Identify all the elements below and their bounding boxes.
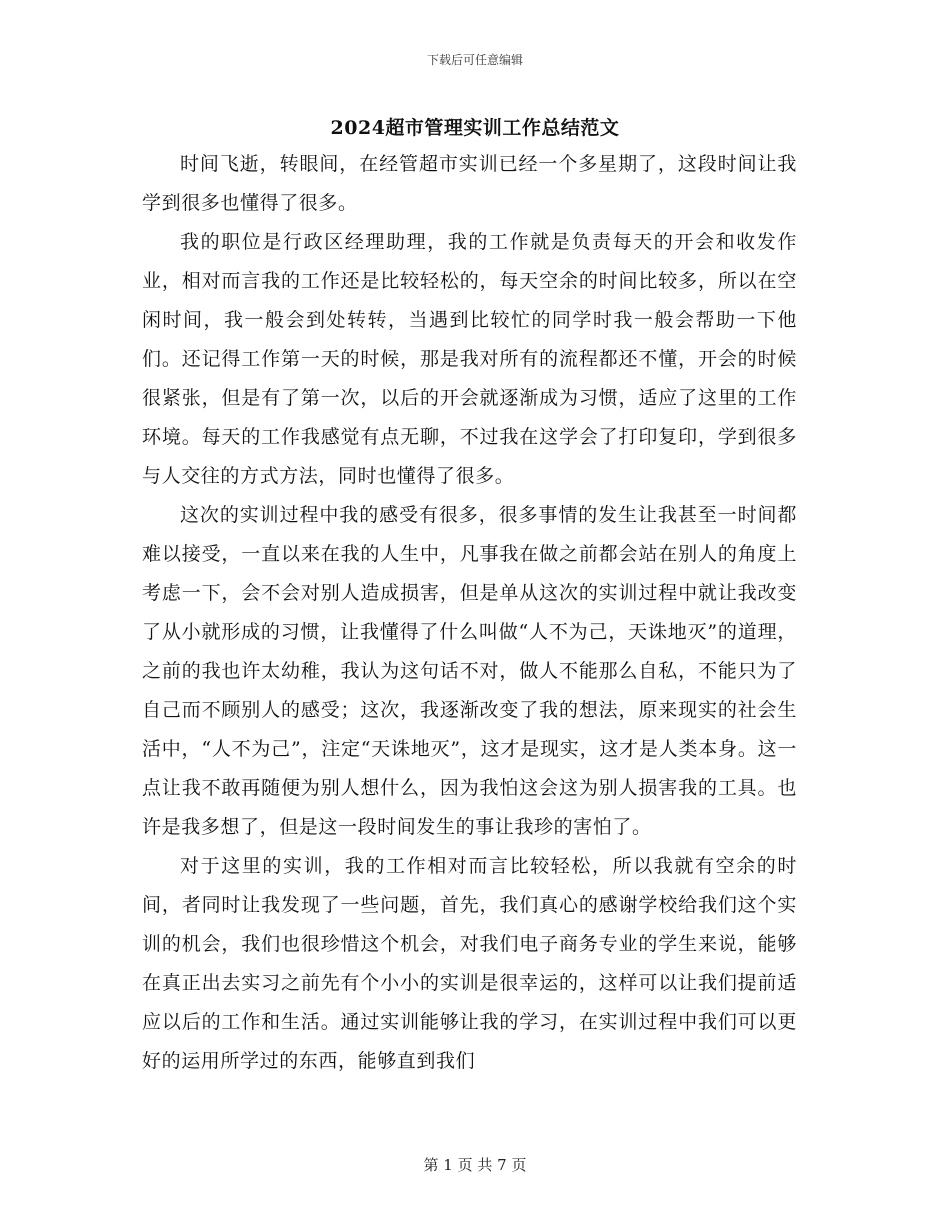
paragraph-2: 我的职位是行政区经理助理，我的工作就是负责每天的开会和收发作业，相对而言我的工作还是比较轻松的，每天空余的时间比较多，所以在空闲时间，我一般会到处转转，当遇到比较忙的同学时我一般会帮助一下他们。还记得工作第一天的时候，那是我对所有的流程都还不懂，开会的时候很紧张，但是有了第一次，以后的开会就逐渐成为习惯，适应了这里的工作环境。每天的工作我感觉有点无聊，不过我在这学会了打印复印，学到很多与人交往的方式方法，同时也懂得了很多。 [142, 231, 797, 487]
document-title: 2024超市管理实训工作总结范文 [330, 117, 620, 139]
document-body [142, 145, 797, 1081]
paragraph-1: 时间飞逝，转眼间，在经管超市实训已经一个多星期了，这段时间让我学到很多也懂得了很多。 [142, 153, 797, 214]
paragraph-4: 对于这里的实训，我的工作相对而言比较轻松，所以我就有空余的时间，者同时让我发现了一些问题，首先，我们真心的感谢学校给我们这个实训的机会，我们也很珍惜这个机会，对我们电子商务专业的学生来说，能够在真正出去实习之前先有个小小的实训是很幸运的，这样可以让我们提前适应以后的工作和生活。通过实训能够让我的学习，在实训过程中我们可以更好的运用所学过的东西，能够直到我们 [142, 855, 797, 1072]
paragraph-3: 这次的实训过程中我的感受有很多，很多事情的发生让我甚至一时间都难以接受，一直以来在我的人生中，凡事我在做之前都会站在别人的角度上考虑一下，会不会对别人造成损害，但是单从这次的实训过程中就让我改变了从小就形成的习惯，让我懂得了什么叫做“人不为己，天诛地灭”的道理，之前的我也许太幼稚，我认为这句话不对，做人不能那么自私，不能只为了自己而不顾别人的感受；这次，我逐渐改变了我的想法，原来现实的社会生活中，“人不为己”，注定“天诛地灭”，这才是现实，这才是人类本身。这一点让我不敢再随便为别人想什么，因为我怕这会这为别人损害我的工具。也许是我多想了，但是这一段时间发生的事让我珍的害怕了。 [142, 504, 797, 838]
page-header-note: 下载后可任意编辑 [426, 53, 523, 67]
page-number-footer: 第 1 页 共 7 页 [423, 1156, 527, 1174]
